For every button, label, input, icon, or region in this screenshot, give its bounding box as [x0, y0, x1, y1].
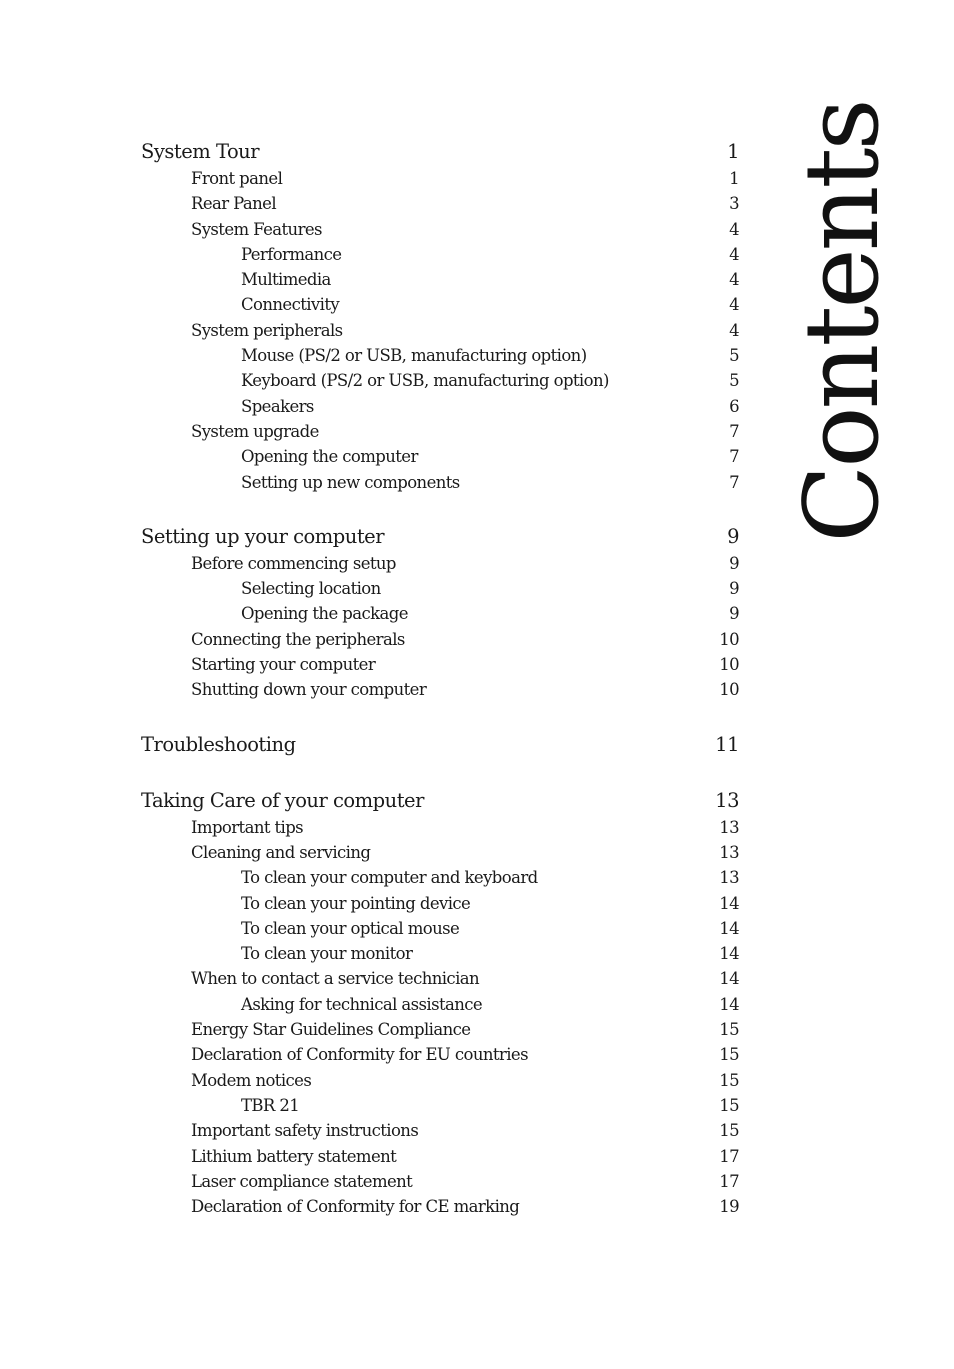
toc-entry-title: Before commencing setup	[191, 553, 396, 573]
toc-entry-title: Rear Panel	[191, 194, 277, 214]
toc-entry	[141, 1118, 739, 1143]
toc-entry-title: Cleaning and servicing	[191, 842, 371, 862]
toc-entry-page-number: 9	[729, 604, 739, 624]
toc-entry	[141, 916, 739, 941]
toc-entry-title: Selecting location	[241, 579, 381, 599]
toc-entry-page-number: 9	[727, 524, 739, 548]
toc-entry-page-number: 10	[719, 629, 739, 649]
toc-entry-title: Important tips	[191, 817, 304, 837]
toc-entry	[141, 840, 739, 865]
toc-entry	[141, 815, 739, 840]
toc-entry-title: Setting up your computer	[141, 524, 385, 548]
toc-entry-page-number: 9	[729, 553, 739, 573]
toc-entry	[141, 1144, 739, 1169]
toc-entry-page-number: 13	[719, 868, 739, 888]
toc-entry-title: Multimedia	[241, 270, 331, 290]
toc-entry-page-number: 15	[719, 1020, 739, 1040]
toc-entry-page-number: 14	[719, 918, 739, 938]
toc-entry-title: System Tour	[141, 140, 260, 163]
toc-entry	[141, 419, 739, 444]
toc-entry	[141, 191, 739, 216]
toc-entry-title: Opening the computer	[241, 447, 418, 467]
toc-entry-page-number: 19	[719, 1197, 739, 1217]
toc-entry-page-number: 13	[719, 842, 739, 862]
toc-entry	[141, 523, 739, 551]
toc-entry-page-number: 7	[729, 447, 739, 467]
toc-entry-page-number: 14	[719, 944, 739, 964]
toc-entry-title: Declaration of Conformity for CE marking	[191, 1197, 520, 1217]
toc-entry	[141, 1068, 739, 1093]
toc-entry-title: Connecting the peripherals	[191, 629, 405, 649]
toc-entry-page-number: 15	[719, 1121, 739, 1141]
toc-entry-title: Asking for technical assistance	[241, 994, 483, 1014]
toc-entry-page-number: 7	[729, 472, 739, 492]
toc-entry-page-number: 17	[719, 1146, 739, 1166]
toc-entry	[141, 1042, 739, 1067]
toc-entry-page-number: 17	[719, 1171, 739, 1191]
toc-entry	[141, 677, 739, 702]
toc-entry-title: Speakers	[241, 396, 314, 416]
toc-entry-title: Shutting down your computer	[191, 680, 427, 700]
toc-entry	[141, 343, 739, 368]
toc-entry-page-number: 1	[729, 169, 739, 188]
toc-entry-page-number: 14	[719, 994, 739, 1014]
toc-entry-title: Important safety instructions	[191, 1121, 419, 1141]
toc-entry-page-number: 13	[719, 817, 739, 837]
toc-entry	[141, 368, 739, 393]
toc-entry	[141, 865, 739, 890]
toc-entry-page-number: 15	[719, 1095, 739, 1115]
toc-entry-title: Modem notices	[191, 1070, 312, 1090]
toc-entry	[141, 318, 739, 343]
toc-entry-page-number: 5	[729, 371, 739, 391]
toc-entry	[141, 166, 739, 191]
toc-entry-title: Keyboard (PS/2 or USB, manufacturing option)	[241, 371, 609, 391]
toc-entry-page-number: 7	[729, 421, 739, 441]
contents-heading: Contents	[783, 101, 902, 543]
toc-entry-title: System peripherals	[191, 320, 343, 340]
toc-entry-title: Opening the package	[241, 604, 408, 624]
toc-entry-title: System Features	[191, 219, 322, 239]
toc-entry	[141, 1093, 739, 1118]
toc-entry-title: To clean your pointing device	[241, 893, 471, 913]
toc-entry-title: Setting up new components	[241, 472, 460, 492]
toc-entry-title: Laser compliance statement	[191, 1171, 413, 1191]
toc-entry-title: Taking Care of your computer	[141, 788, 424, 812]
toc-entry	[141, 1169, 739, 1194]
toc-entry-page-number: 4	[729, 320, 739, 340]
toc-entry-page-number: 3	[729, 194, 739, 214]
table-of-contents	[141, 138, 739, 1219]
toc-entry	[141, 1017, 739, 1042]
toc-entry-title: To clean your optical mouse	[241, 918, 460, 938]
toc-entry-title: Connectivity	[241, 295, 340, 315]
toc-entry	[141, 992, 739, 1017]
toc-entry-title: Lithium battery statement	[191, 1146, 397, 1166]
toc-entry-page-number: 15	[719, 1070, 739, 1090]
toc-entry	[141, 1194, 739, 1219]
toc-entry	[141, 941, 739, 966]
toc-entry	[141, 787, 739, 815]
toc-entry-title: When to contact a service technician	[191, 969, 480, 989]
toc-entry-title: Front panel	[191, 169, 283, 188]
toc-entry	[141, 394, 739, 419]
toc-entry	[141, 292, 739, 317]
toc-entry-title: Starting your computer	[191, 655, 376, 675]
toc-entry-title: Troubleshooting	[141, 732, 296, 756]
toc-entry	[141, 731, 739, 759]
toc-entry	[141, 652, 739, 677]
toc-entry-title: TBR 21	[241, 1095, 300, 1115]
toc-entry-page-number: 1	[727, 140, 739, 163]
toc-entry	[141, 444, 739, 469]
toc-entry-title: Performance	[241, 244, 342, 264]
toc-entry-title: Mouse (PS/2 or USB, manufacturing option)	[241, 346, 587, 366]
toc-entry	[141, 966, 739, 991]
toc-entry-page-number: 13	[715, 788, 739, 812]
toc-entry	[141, 267, 739, 292]
toc-entry	[141, 217, 739, 242]
toc-entry-page-number: 5	[729, 346, 739, 366]
toc-entry	[141, 138, 739, 166]
toc-entry-page-number: 9	[729, 579, 739, 599]
toc-entry	[141, 242, 739, 267]
toc-entry-title: System upgrade	[191, 421, 319, 441]
toc-entry-page-number: 4	[729, 219, 739, 239]
toc-entry-title: Energy Star Guidelines Compliance	[191, 1020, 471, 1040]
toc-entry-page-number: 11	[715, 732, 739, 756]
toc-entry-page-number: 6	[729, 396, 739, 416]
toc-entry-page-number: 10	[719, 655, 739, 675]
toc-entry-page-number: 15	[719, 1045, 739, 1065]
toc-entry-page-number: 4	[729, 295, 739, 315]
toc-entry-page-number: 4	[729, 270, 739, 290]
toc-entry-title: Declaration of Conformity for EU countries	[191, 1045, 528, 1065]
toc-entry	[141, 551, 739, 576]
toc-entry	[141, 601, 739, 626]
toc-entry-page-number: 14	[719, 893, 739, 913]
toc-entry-page-number: 10	[719, 680, 739, 700]
toc-entry-page-number: 14	[719, 969, 739, 989]
toc-entry	[141, 627, 739, 652]
toc-entry-title: To clean your computer and keyboard	[241, 868, 538, 888]
toc-entry-page-number: 4	[729, 244, 739, 264]
toc-entry	[141, 576, 739, 601]
toc-entry	[141, 470, 739, 495]
toc-entry	[141, 891, 739, 916]
toc-entry-title: To clean your monitor	[241, 944, 413, 964]
